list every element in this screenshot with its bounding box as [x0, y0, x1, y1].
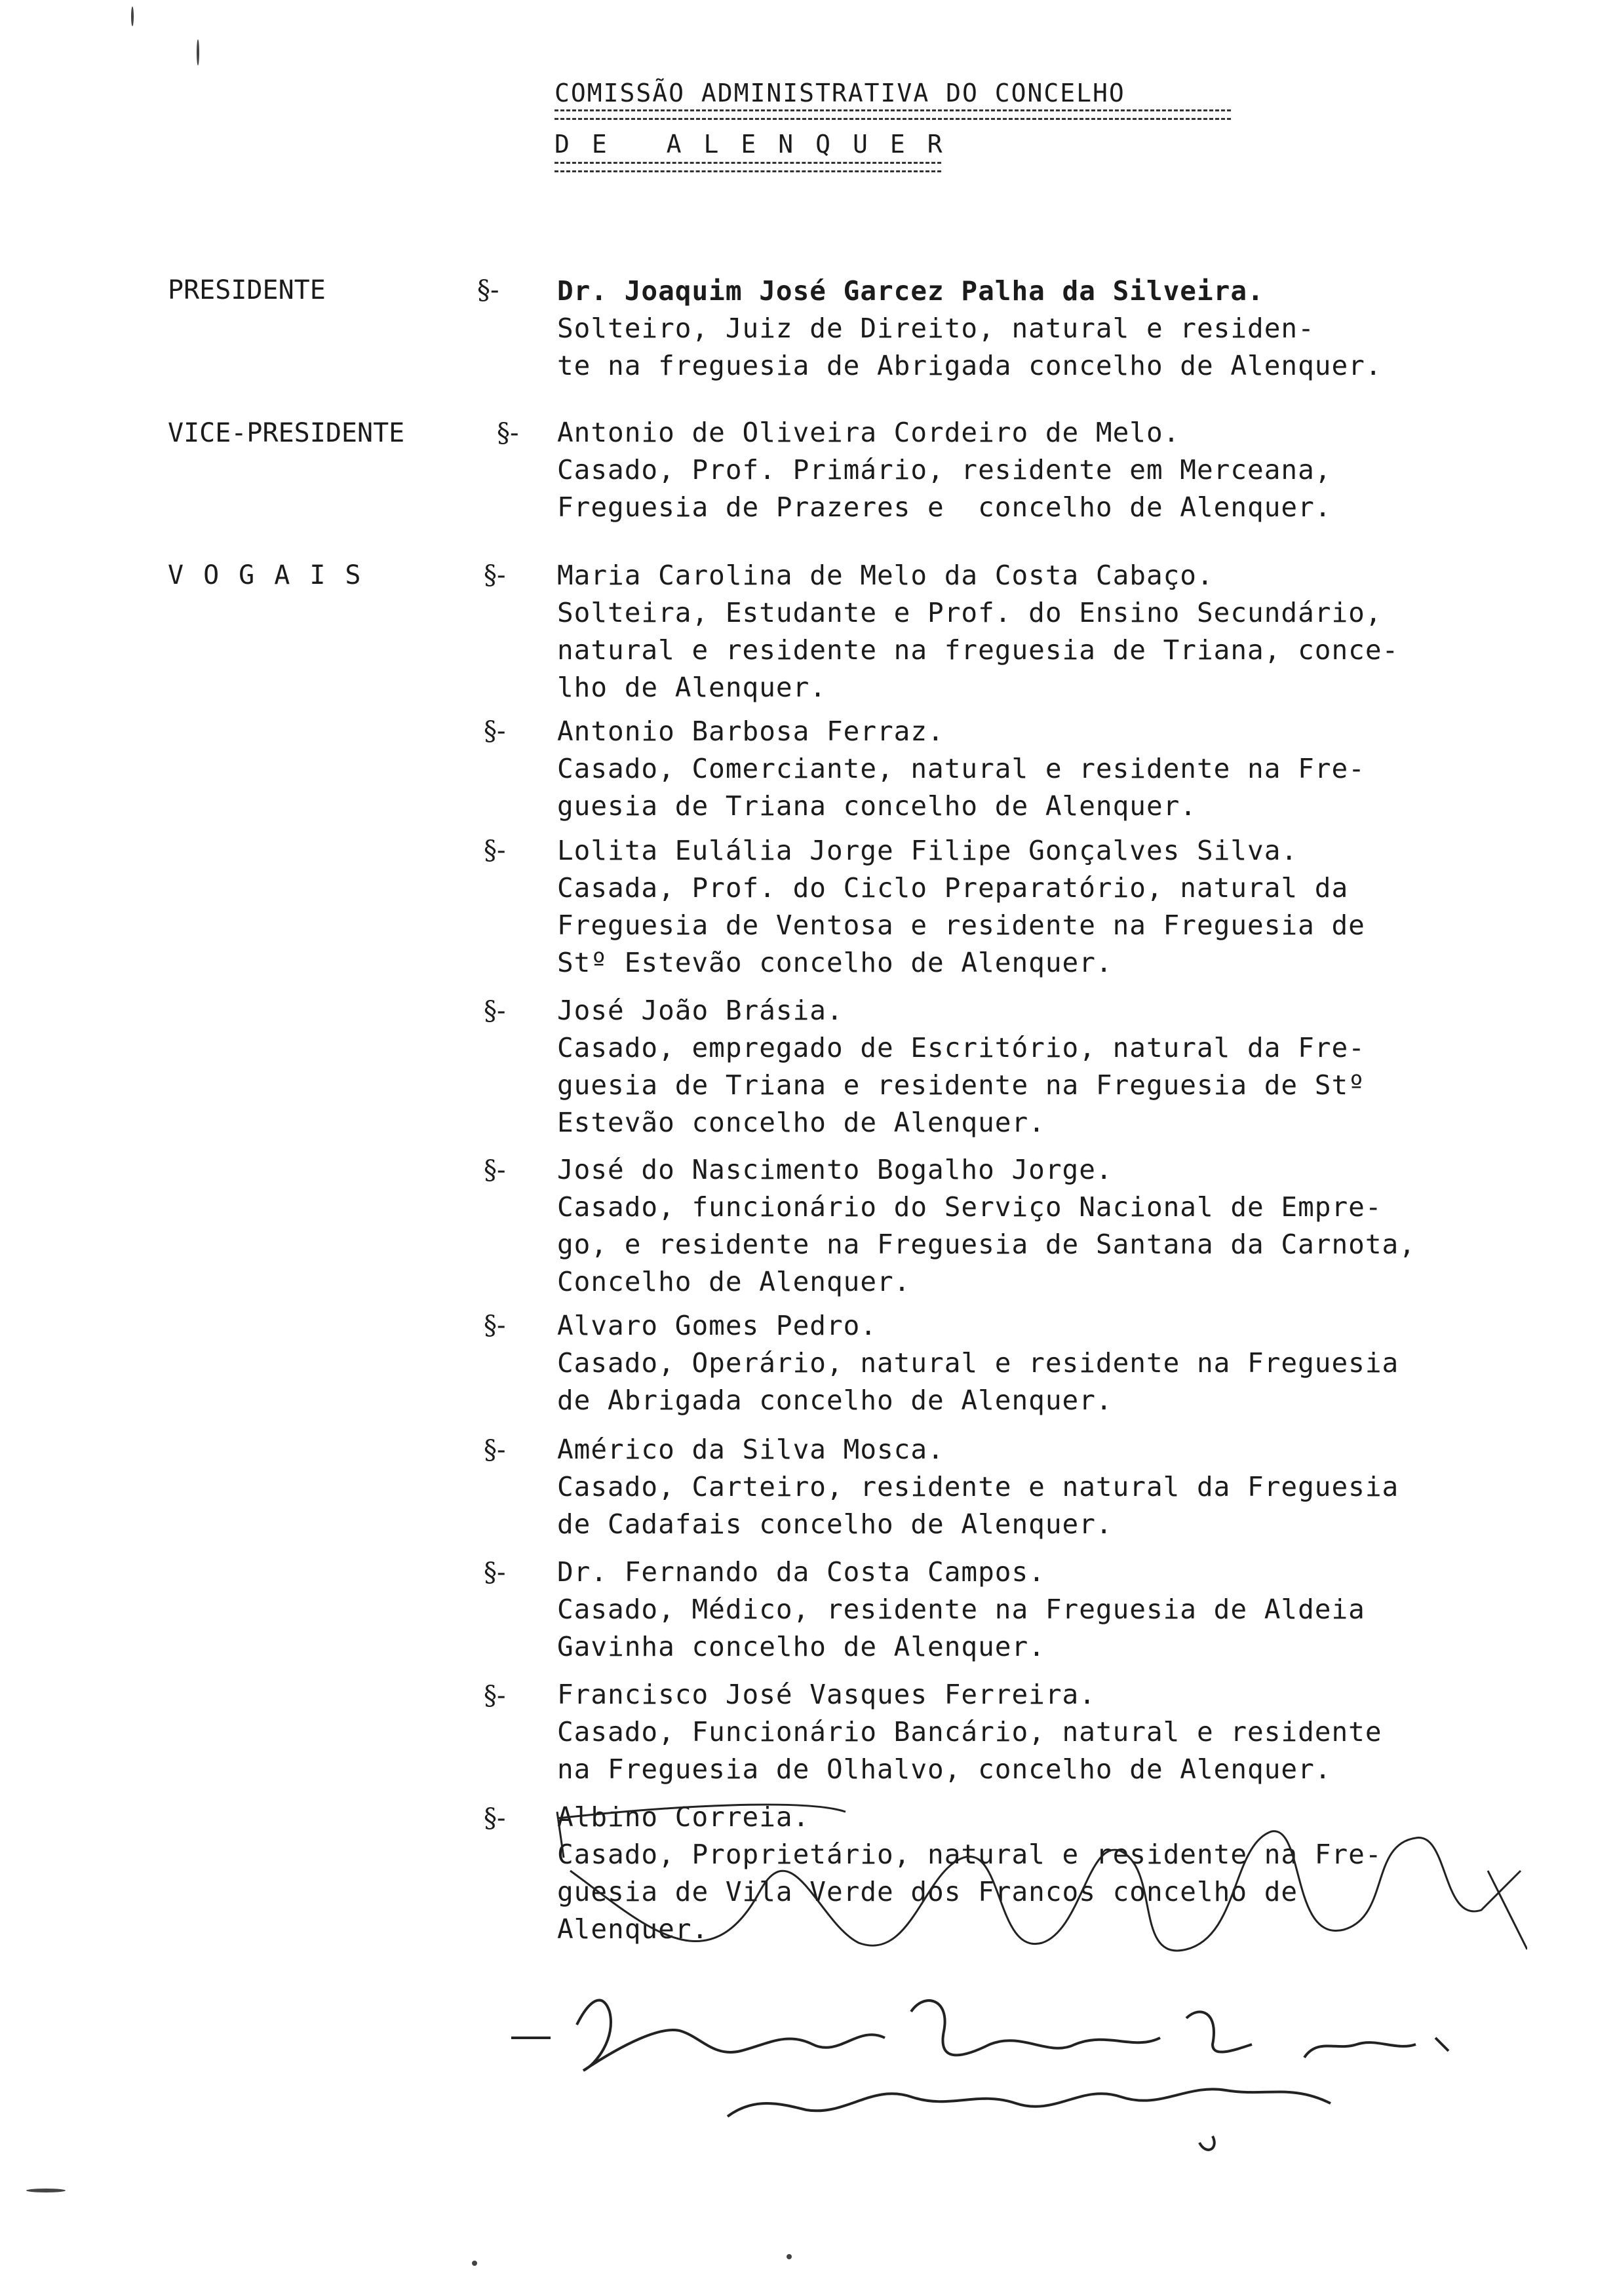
- member-detail-line: Freguesia de Prazeres e concelho de Alenquer.: [557, 491, 1332, 523]
- member-detail-line: Casado, funcionário do Serviço Nacional de Empre-: [557, 1191, 1382, 1223]
- member-entry: [557, 832, 1553, 982]
- member-name: Lolita Eulália Jorge Filipe Gonçalves Silva.: [557, 835, 1298, 866]
- member-entry-struck: [557, 1799, 1553, 1948]
- member-detail-line: natural e residente na freguesia de Triana, conce-: [557, 634, 1399, 666]
- scan-artifact: [26, 2189, 66, 2192]
- member-entry: [557, 1431, 1553, 1543]
- member-detail-line: Solteiro, Juiz de Direito, natural e residen-: [557, 313, 1315, 344]
- member-detail-line: te na freguesia de Abrigada concelho de Alenquer.: [557, 350, 1382, 381]
- member-name: Alvaro Gomes Pedro.: [557, 1310, 877, 1341]
- section-mark: §-: [484, 835, 506, 866]
- section-mark: §-: [484, 1803, 506, 1833]
- member-detail-line: Gavinha concelho de Alenquer.: [557, 1631, 1045, 1662]
- member-detail-line: guesia de Triana e residente na Freguesia de Stº: [557, 1069, 1365, 1101]
- member-detail-line: na Freguesia de Olhalvo, concelho de Alenquer.: [557, 1753, 1332, 1785]
- member-detail-line: Casada, Prof. do Ciclo Preparatório, natural da: [557, 872, 1349, 904]
- member-name: Américo da Silva Mosca.: [557, 1434, 944, 1465]
- section-mark: §-: [484, 1155, 506, 1185]
- member-name: Antonio de Oliveira Cordeiro de Melo.: [557, 417, 1180, 448]
- handwriting-scribble: [505, 1985, 1488, 2156]
- scan-artifact: [472, 2261, 477, 2266]
- member-detail-line: de Cadafais concelho de Alenquer.: [557, 1508, 1113, 1540]
- member-entry: [557, 273, 1553, 385]
- member-entry: [557, 414, 1553, 526]
- scan-artifact: [197, 39, 199, 66]
- member-detail-line: Casado, Funcionário Bancário, natural e residente: [557, 1716, 1382, 1748]
- member-detail-line: Alenquer.: [557, 1913, 709, 1945]
- member-detail-line: Casado, Proprietário, natural e residente na Fre-: [557, 1839, 1382, 1870]
- role-president: PRESIDENTE: [168, 275, 326, 305]
- member-detail-line: Estevão concelho de Alenquer.: [557, 1107, 1045, 1138]
- section-mark: §-: [484, 996, 506, 1026]
- scan-artifact: [787, 2254, 792, 2259]
- section-mark: §-: [484, 1311, 506, 1341]
- member-detail-line: guesia de Triana concelho de Alenquer.: [557, 790, 1197, 822]
- member-detail-line: Casado, Carteiro, residente e natural da Freguesia: [557, 1471, 1399, 1502]
- scan-artifact: [131, 7, 134, 26]
- handwritten-addition: [505, 1985, 1488, 2156]
- role-vice-president: VICE-PRESIDENTE: [168, 418, 405, 448]
- header-underline-2: [555, 162, 941, 172]
- role-vogais: VOGAIS: [168, 560, 381, 590]
- section-mark: §-: [484, 1558, 506, 1588]
- member-entry: [557, 1307, 1553, 1419]
- member-name: Maria Carolina de Melo da Costa Cabaço.: [557, 560, 1214, 591]
- member-detail-line: Casado, Operário, natural e residente na Freguesia: [557, 1347, 1399, 1379]
- member-detail-line: Casado, Prof. Primário, residente em Merceana,: [557, 454, 1332, 486]
- section-mark: §-: [484, 560, 506, 590]
- member-name: Albino Correia.: [557, 1801, 810, 1833]
- section-mark: §-: [477, 275, 499, 305]
- member-entry: [557, 1554, 1553, 1666]
- member-entry: [557, 992, 1553, 1141]
- section-mark: §-: [497, 418, 519, 448]
- member-name: Dr. Fernando da Costa Campos.: [557, 1556, 1045, 1588]
- member-detail-line: Concelho de Alenquer.: [557, 1266, 911, 1297]
- member-detail-line: guesia de Vila Verde dos Francos concelho de: [557, 1876, 1298, 1907]
- member-entry: [557, 713, 1553, 825]
- member-detail-line: Solteira, Estudante e Prof. do Ensino Secundário,: [557, 597, 1382, 628]
- section-mark: §-: [484, 716, 506, 746]
- section-mark: §-: [484, 1435, 506, 1465]
- member-detail-line: Stº Estevão concelho de Alenquer.: [557, 947, 1113, 978]
- member-name: José do Nascimento Bogalho Jorge.: [557, 1154, 1113, 1185]
- header-underline-1: [555, 109, 1231, 120]
- member-entry: [557, 1151, 1553, 1301]
- member-detail-line: de Abrigada concelho de Alenquer.: [557, 1385, 1113, 1416]
- section-mark: §-: [484, 1681, 506, 1711]
- member-name: José João Brásia.: [557, 995, 844, 1026]
- member-name: Antonio Barbosa Ferraz.: [557, 716, 944, 747]
- member-detail-line: Freguesia de Ventosa e residente na Freguesia de: [557, 909, 1365, 941]
- member-detail-line: Casado, empregado de Escritório, natural da Fre-: [557, 1032, 1365, 1063]
- member-detail-line: Casado, Médico, residente na Freguesia de Aldeia: [557, 1594, 1365, 1625]
- member-detail-line: Casado, Comerciante, natural e residente na Fre-: [557, 753, 1365, 784]
- header-title: COMISSÃO ADMINISTRATIVA DO CONCELHO: [555, 79, 1125, 107]
- member-entry: [557, 557, 1553, 706]
- member-detail-line: lho de Alenquer.: [557, 672, 827, 703]
- member-name: Francisco José Vasques Ferreira.: [557, 1679, 1096, 1710]
- header-subtitle: DE ALENQUER: [555, 130, 965, 159]
- member-detail-line: go, e residente na Freguesia de Santana da Carnota,: [557, 1229, 1416, 1260]
- member-name: Dr. Joaquim José Garcez Palha da Silveira.: [557, 275, 1264, 307]
- member-entry: [557, 1676, 1553, 1788]
